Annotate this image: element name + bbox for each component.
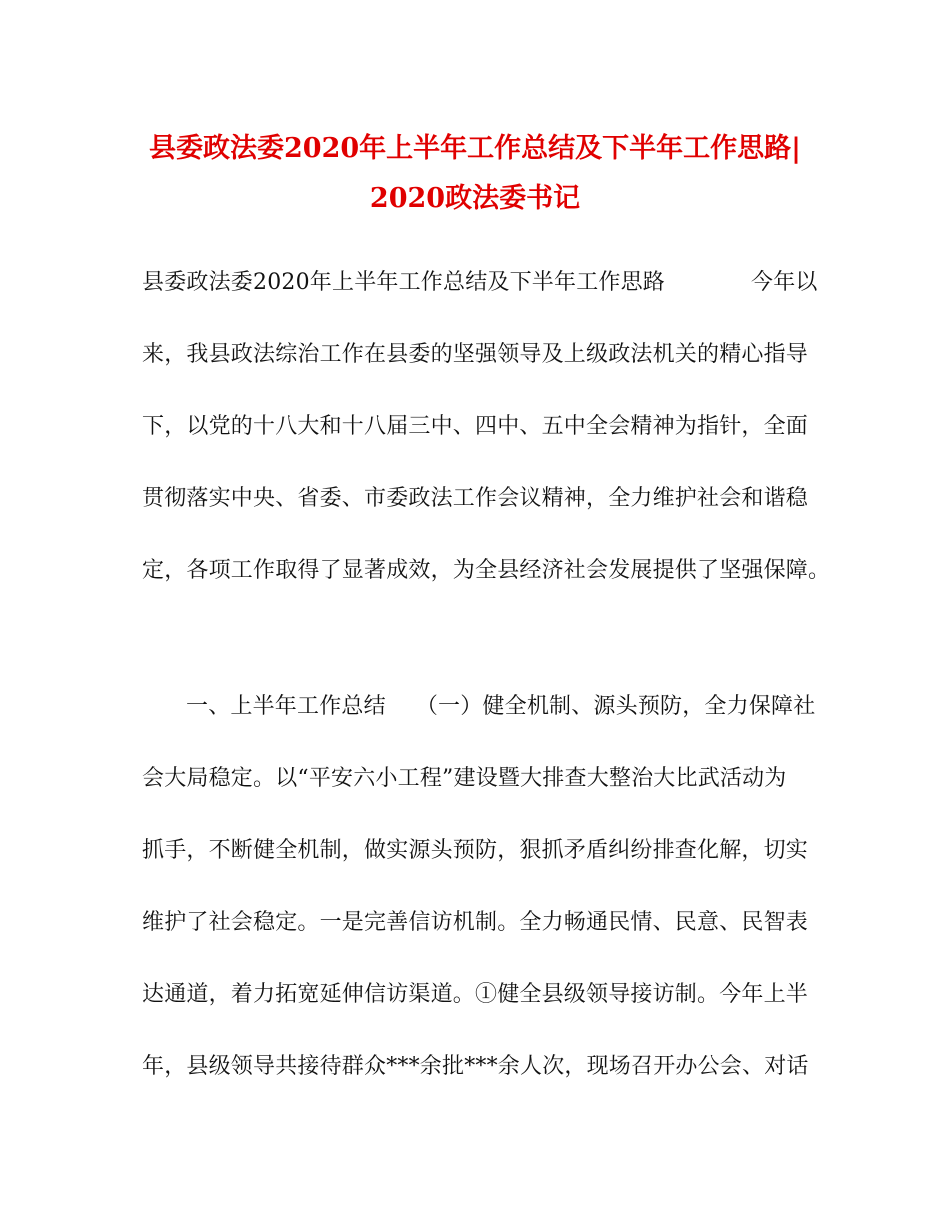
intro-line-1: [142, 268, 822, 298]
section-line-6: 年，县级领导共接待群众***余批***余人次，现场召开办公会、对话: [142, 1054, 809, 1079]
intro-line-1-text: 今年以: [751, 270, 818, 295]
section-line-4: 维护了社会稳定。一是完善信访机制。全力畅通民情、民意、民智表: [142, 910, 809, 935]
intro-line-3: 下，以党的十八大和十八届三中、四中、五中全会精神为指针，全面: [142, 414, 809, 439]
section-line-5: 达通道，着力拓宽延伸信访渠道。①健全县级领导接访制。今年上半: [142, 982, 809, 1007]
document-title-line-1: 县委政法委2020年上半年工作总结及下半年工作思路|: [149, 133, 801, 164]
section-line-2: 会大局稳定。以“平安六小工程”建设暨大排查大整治大比武活动为: [142, 766, 787, 791]
intro-line-5: 定，各项工作取得了显著成效，为全县经济社会发展提供了坚强保障。: [142, 558, 831, 583]
document-title-line-2: 2020政法委书记: [369, 183, 581, 214]
subsection-heading: （一）健全机制、源头预防，全力保障社: [415, 694, 816, 719]
intro-line-2: 来，我县政法综治工作在县委的坚强领导及上级政法机关的精心指导: [142, 342, 809, 367]
intro-line-1-heading: 县委政法委2020年上半年工作总结及下半年工作思路: [142, 270, 665, 295]
section-line-3: 抓手，不断健全机制，做实源头预防，狠抓矛盾纠纷排查化解，切实: [142, 838, 809, 863]
section-line-1: [142, 692, 822, 722]
section-heading: 一、上半年工作总结: [186, 694, 386, 719]
intro-line-4: 贯彻落实中央、省委、市委政法工作会议精神，全力维护社会和谐稳: [142, 486, 809, 511]
